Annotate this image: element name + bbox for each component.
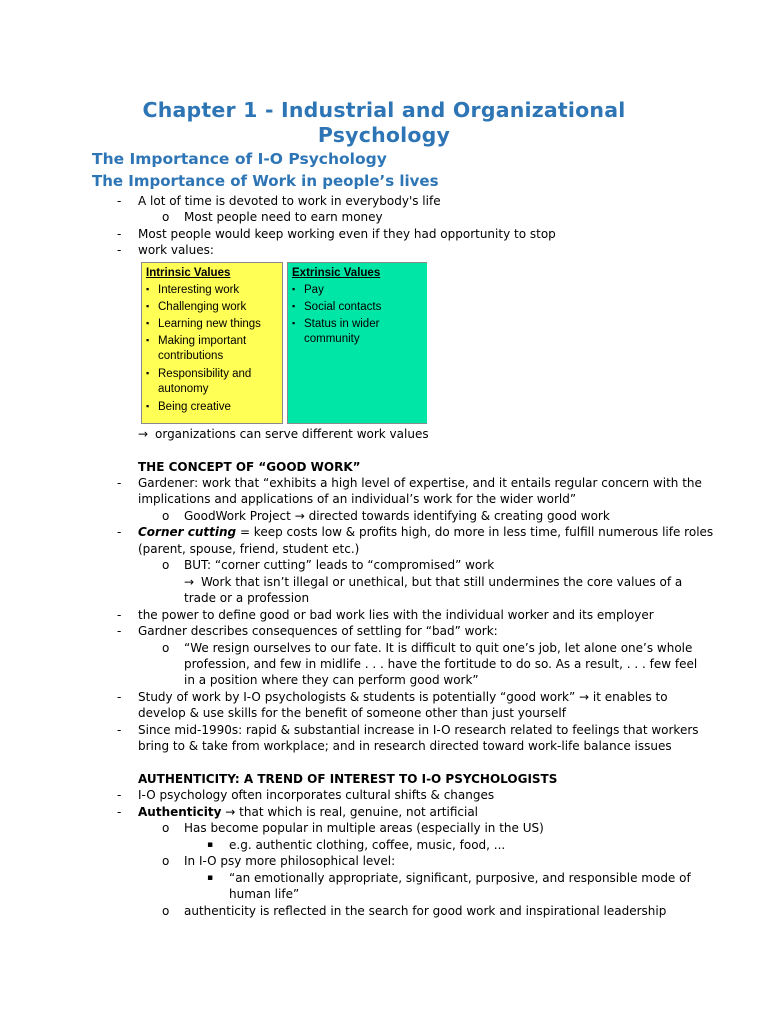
value-item: Pay — [304, 284, 324, 296]
value-item: autonomy — [158, 383, 209, 395]
list-item: I-O psychology often incorporates cultural shifts & changes — [138, 788, 495, 802]
list-item — [138, 689, 668, 706]
value-item: Learning new things — [158, 318, 261, 330]
list-item-continuation: bring to & take from workplace; and in research directed toward work-life balance issues — [138, 739, 672, 753]
list-item: e.g. authentic clothing, coffee, music, food, ... — [229, 838, 506, 852]
list-item — [138, 524, 713, 541]
list-item-continuation: trade or a profession — [184, 591, 310, 605]
right-arrow-icon: → — [184, 575, 195, 589]
right-arrow-icon: → — [138, 427, 149, 441]
list-item: work values: — [138, 243, 214, 257]
list-item: organizations can serve different work values — [155, 427, 429, 441]
square-bullet-icon: ▪ — [146, 335, 150, 345]
list-item-continuation: develop & use skills for the benefit of someone other than just yourself — [138, 706, 566, 720]
list-item: “an emotionally appropriate, significant, purposive, and responsible mode of — [229, 871, 691, 885]
circle-bullet: o — [162, 641, 170, 655]
list-item-text: GoodWork Project — [184, 509, 291, 523]
quote-line: in a position where they can perform good work” — [184, 673, 479, 687]
square-bullet-icon: ▪ — [207, 840, 214, 850]
list-item: A lot of time is devoted to work in everybody's life — [138, 194, 441, 208]
dash-bullet: - — [117, 788, 122, 802]
circle-bullet: o — [162, 210, 170, 224]
page-title: Chapter 1 - Industrial and Organizational Psychology — [142, 98, 626, 147]
square-bullet-icon: ▪ — [146, 368, 150, 378]
dash-bullet: - — [117, 194, 122, 208]
subsection-heading: The Importance of Work in people’s lives — [92, 172, 439, 190]
right-arrow-icon: → — [225, 805, 236, 819]
circle-bullet: o — [162, 854, 170, 868]
square-bullet-icon: ▪ — [207, 873, 214, 883]
list-item: the power to define good or bad work lies with the individual worker and its employer — [138, 608, 654, 622]
dash-bullet: - — [117, 243, 122, 257]
list-item: Gardner describes consequences of settling for “bad” work: — [138, 624, 498, 638]
section-heading: The Importance of I-O Psychology — [92, 150, 387, 168]
list-item-text: Study of work by I-O psychologists & students is potentially “good work” — [138, 690, 576, 704]
right-arrow-icon: → — [579, 690, 590, 704]
square-bullet-icon: ▪ — [146, 301, 150, 311]
list-item-text: it enables to — [592, 690, 668, 704]
list-item: Has become popular in multiple areas (especially in the US) — [184, 821, 544, 835]
square-bullet-icon: ▪ — [292, 301, 296, 311]
list-item — [184, 508, 610, 525]
value-item: Interesting work — [158, 284, 240, 296]
square-bullet-icon: ▪ — [146, 318, 150, 328]
value-item: Making important — [158, 335, 247, 347]
square-bullet-icon: ▪ — [292, 318, 296, 328]
dash-bullet: - — [117, 608, 122, 622]
list-item: authenticity is reflected in the search for good work and inspirational leadership — [184, 904, 667, 918]
list-item — [138, 804, 478, 821]
authenticity-heading: AUTHENTICITY: A TREND OF INTEREST TO I-O PSYCHOLOGISTS — [138, 772, 558, 786]
value-item: Responsibility and — [158, 368, 252, 380]
value-item: Challenging work — [158, 301, 247, 313]
value-item: Status in wider — [304, 318, 380, 330]
intrinsic-values-box — [141, 262, 283, 424]
list-item: Since mid-1990s: rapid & substantial increase in I-O research related to feelings that workers — [138, 723, 699, 737]
dash-bullet: - — [117, 624, 122, 638]
list-item: Most people need to earn money — [184, 210, 383, 224]
intrinsic-values-title: Intrinsic Values — [146, 267, 231, 279]
value-item: Being creative — [158, 401, 231, 413]
list-item: Gardener: work that “exhibits a high level of expertise, and it entails regular concern with the — [138, 476, 702, 490]
dash-bullet: - — [117, 227, 122, 241]
quote-line: profession, and few in midlife . . . have the fortitude to do so. As a result, . . . few feel — [184, 657, 698, 671]
dash-bullet: - — [117, 690, 122, 704]
square-bullet-icon: ▪ — [146, 284, 150, 294]
value-item: community — [304, 333, 360, 345]
list-item: Most people would keep working even if they had opportunity to stop — [138, 227, 556, 241]
list-item-continuation: human life” — [229, 887, 300, 901]
list-item: In I-O psy more philosophical level: — [184, 854, 396, 868]
term-corner-cutting: Corner cutting — [138, 525, 237, 539]
right-arrow-icon: → — [294, 509, 305, 523]
dash-bullet: - — [117, 525, 122, 539]
good-work-heading: THE CONCEPT OF “GOOD WORK” — [138, 460, 361, 474]
circle-bullet: o — [162, 558, 170, 572]
extrinsic-values-box — [287, 262, 427, 424]
quote-line: “We resign ourselves to our fate. It is difficult to quit one’s job, let alone one’s whole — [184, 641, 693, 655]
list-item-continuation: implications and applications of an individual’s work for the wider world” — [138, 492, 577, 506]
value-item: contributions — [158, 350, 224, 362]
square-bullet-icon: ▪ — [292, 284, 296, 294]
list-item-text: that which is real, genuine, not artificial — [239, 805, 479, 819]
list-item: BUT: “corner cutting” leads to “compromised” work — [184, 558, 495, 572]
list-item-text: directed towards identifying & creating good work — [308, 509, 610, 523]
extrinsic-values-title: Extrinsic Values — [292, 267, 381, 279]
list-item-continuation: (parent, spouse, friend, student etc.) — [138, 542, 360, 556]
list-item-text: = keep costs low & profits high, do more in less time, fulfill numerous life roles — [236, 525, 714, 539]
circle-bullet: o — [162, 821, 170, 835]
dash-bullet: - — [117, 805, 122, 819]
circle-bullet: o — [162, 509, 170, 523]
square-bullet-icon: ▪ — [146, 401, 150, 411]
circle-bullet: o — [162, 904, 170, 918]
dash-bullet: - — [117, 476, 122, 490]
dash-bullet: - — [117, 723, 122, 737]
value-item: Social contacts — [304, 301, 382, 313]
term-authenticity: Authenticity — [138, 805, 222, 819]
list-item: Work that isn’t illegal or unethical, but that still undermines the core values of a — [201, 575, 683, 589]
